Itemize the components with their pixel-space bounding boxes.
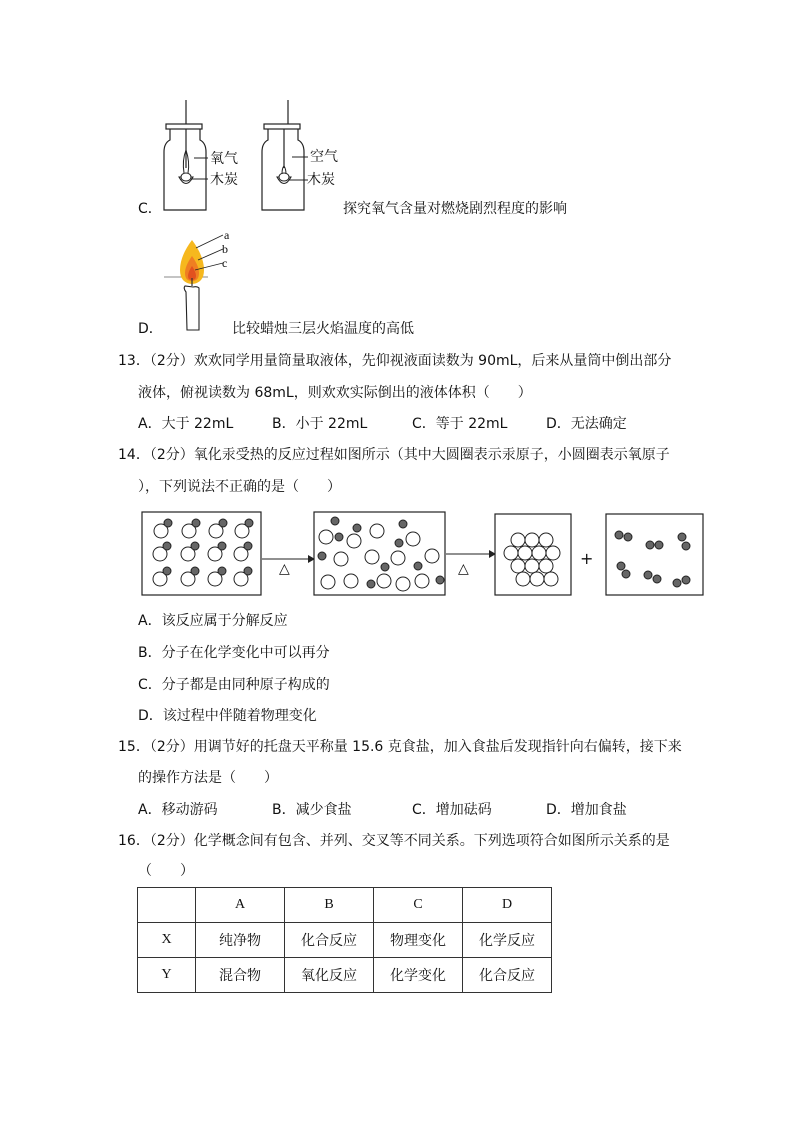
jar1-fuel-label: 木炭 xyxy=(210,172,238,188)
table-cell: 化合反应 xyxy=(463,958,552,993)
table-cell: 氧化反应 xyxy=(285,958,374,993)
table-header-d: D xyxy=(463,888,552,923)
plus-sign: + xyxy=(580,549,594,568)
table-header-a: A xyxy=(196,888,285,923)
table-row-label-y: Y xyxy=(138,958,196,993)
jar2-gas-label: 空气 xyxy=(310,149,338,165)
q13-option-d: D．无法确定 xyxy=(546,416,627,432)
flame-label-c: c xyxy=(222,256,228,270)
q16-options-table xyxy=(137,887,552,993)
q12-option-d-label: D． xyxy=(138,321,163,337)
table-cell: 化学变化 xyxy=(374,958,463,993)
table-cell: 混合物 xyxy=(196,958,285,993)
q15-option-c: C．增加砝码 xyxy=(412,802,492,818)
q13-stem-line1: 13．（2分）欢欢同学用量筒量取液体，先仰视液面读数为 90mL，后来从量筒中倒出部分 xyxy=(118,353,672,369)
q12-option-c-description: 探究氧气含量对燃烧剧烈程度的影响 xyxy=(343,201,567,217)
table-corner-cell xyxy=(138,888,196,923)
q14-option-a: A．该反应属于分解反应 xyxy=(138,613,288,629)
table-row xyxy=(138,923,552,958)
q15-stem-line1: 15．（2分）用调节好的托盘天平称量 15.6 克食盐，加入食盐后发现指针向右偏转，接下来 xyxy=(118,739,682,755)
q13-option-b: B．小于 22mL xyxy=(272,416,368,432)
table-header-row xyxy=(138,888,552,923)
jar2-fuel-label: 木炭 xyxy=(307,172,335,188)
q14-option-b: B．分子在化学变化中可以再分 xyxy=(138,645,330,661)
q15-option-a: A．移动游码 xyxy=(138,802,218,818)
table-row xyxy=(138,958,552,993)
table-cell: 化合反应 xyxy=(285,923,374,958)
q14-stem-line2: ），下列说法不正确的是（ ） xyxy=(138,479,341,495)
q13-option-c: C．等于 22mL xyxy=(412,416,508,432)
flame-label-b: b xyxy=(222,242,228,256)
jar1-gas-label: 氧气 xyxy=(210,151,238,167)
heat-symbol-2: △ xyxy=(458,561,469,577)
q15-option-b: B．减少食盐 xyxy=(272,802,352,818)
q16-stem-line2: （ ） xyxy=(138,863,194,879)
table-cell: 化学反应 xyxy=(463,923,552,958)
q14-option-c: C．分子都是由同种原子构成的 xyxy=(138,677,330,693)
table-cell: 物理变化 xyxy=(374,923,463,958)
table-row-label-x: X xyxy=(138,923,196,958)
table-cell: 纯净物 xyxy=(196,923,285,958)
q13-stem-line2: 液体，俯视读数为 68mL，则欢欢实际倒出的液体体积（ ） xyxy=(138,385,532,401)
table-header-b: B xyxy=(285,888,374,923)
q13-option-a: A．大于 22mL xyxy=(138,416,234,432)
table-header-c: C xyxy=(374,888,463,923)
q14-option-d: D．该过程中伴随着物理变化 xyxy=(138,708,317,724)
q15-option-d: D．增加食盐 xyxy=(546,802,627,818)
q15-stem-line2: 的操作方法是（ ） xyxy=(138,770,278,786)
flame-label-a: a xyxy=(224,228,230,242)
heat-symbol-1: △ xyxy=(279,561,290,577)
q12-option-d-description: 比较蜡烛三层火焰温度的高低 xyxy=(232,321,414,337)
q14-stem-line1: 14．（2分）氧化汞受热的反应过程如图所示（其中大圆圈表示汞原子，小圆圈表示氧原子 xyxy=(118,447,670,463)
q12-option-c-label: C． xyxy=(138,201,162,217)
q16-stem-line1: 16．（2分）化学概念间有包含、并列、交叉等不同关系。下列选项符合如图所示关系的是 xyxy=(118,833,670,849)
